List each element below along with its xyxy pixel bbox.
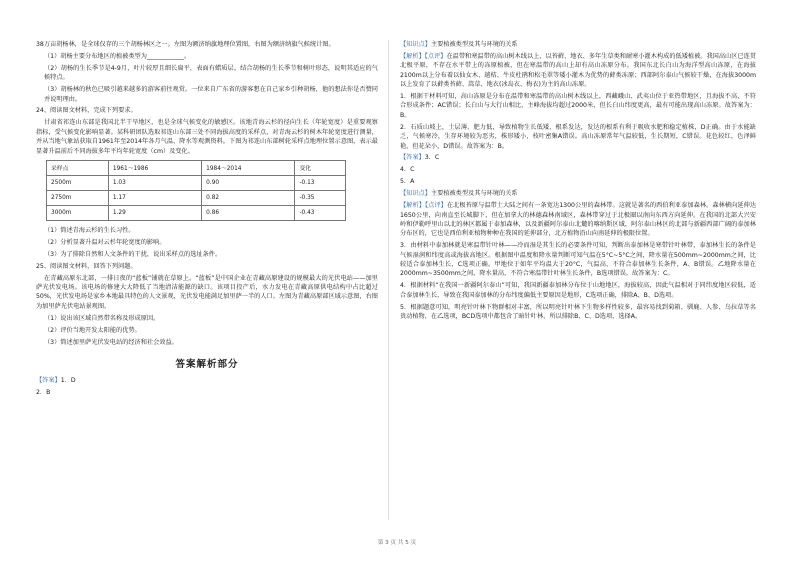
answer-line-3 bbox=[400, 153, 756, 162]
knowledge-tag: 【知识点】 bbox=[400, 190, 431, 198]
table-header-cell: 1961～1986 bbox=[108, 160, 201, 175]
table-header-row bbox=[47, 160, 346, 175]
answer-line-4: 4．C bbox=[400, 166, 415, 174]
table-cell: 1.17 bbox=[108, 190, 201, 205]
analysis-paragraph bbox=[400, 201, 756, 239]
analysis-tag: 【解析】 bbox=[400, 202, 425, 210]
analysis-text: 在北极苔原与温带土大陆之间有一条宽达1300公里的森林带。这就是著名的西伯利亚泰加森林。森林横向延伸达1650公里，向南直至长城脚下，但在加拿大的林德森林南域区，森林带穿过于北极圈以南向东西方向延伸。在我国的北部大兴安岭和伊勒呼里山以北的林区都属于泰加森林，以及新疆阿尔泰山北麓的喀纳斯区域，阿尔泰山林区的北部与新疆西部广阔的泰加林分布区的，它也是西伯利亚植物种种在我国的延伸部分，北方植物沿山向南延伸的极限位置。 bbox=[400, 202, 757, 238]
answer-value: 3．C bbox=[424, 154, 440, 162]
question-24-2: （2）分析显著升温对云杉年轮宽度的影响。 bbox=[44, 238, 166, 246]
question-25-3: （3）简述加里萨光伏发电站的经济和社会效益。 bbox=[44, 338, 178, 346]
answer-line-5: 5．A bbox=[400, 178, 415, 186]
knowledge-point bbox=[400, 40, 756, 49]
table-cell: -0.43 bbox=[295, 205, 346, 220]
knowledge-text: 主要植被类型及其与环境的关系 bbox=[430, 190, 518, 198]
table-header-cell: 1984～2014 bbox=[202, 160, 295, 175]
table-cell: 0.82 bbox=[202, 190, 295, 205]
left-column bbox=[36, 40, 378, 400]
table-cell: 1.29 bbox=[108, 205, 201, 220]
knowledge-point bbox=[400, 189, 756, 198]
table-header-cell: 采样点 bbox=[47, 160, 109, 175]
table-cell: 0.86 bbox=[202, 205, 295, 220]
question-25-heading: 25、阅读图文材料，回答下列问题。 bbox=[36, 262, 137, 270]
table-cell: 3000m bbox=[47, 205, 109, 220]
analysis-tag: 【解析】 bbox=[400, 52, 425, 60]
tree-ring-table bbox=[46, 160, 346, 221]
table-cell: 1.03 bbox=[108, 175, 201, 190]
answer-tag: 【答案】 bbox=[400, 154, 425, 162]
answer-tag: 【答案】 bbox=[36, 376, 61, 384]
explanation-1: 1．根据干材料可知，高山冻原是分布在温带和寒温带的高山树木线以上，西藏峨山、武夷山位于亚热带地区，且海拔不高，不符合形成条件；AC错误；长白山与大行山相比，主峰海拔均超过2000米，但长白山纬度更高，最有可能出现高山冻原。故答案为：B。 bbox=[400, 93, 756, 119]
answer-value: 1．D bbox=[60, 376, 76, 384]
table-cell: -0.35 bbox=[295, 190, 346, 205]
question-23-3: （3）胡杨林的秋色已吸引越来越多的游客前往观赏。一位来自广东省的游客想在自己家乡引种胡杨，他的想法你是否赞同并说明理由。 bbox=[44, 86, 378, 103]
knowledge-text: 主要植被类型及其与环境的关系 bbox=[430, 41, 518, 48]
column-divider bbox=[388, 40, 389, 520]
answer-section-title: 答案解析部分 bbox=[175, 358, 239, 370]
table-row bbox=[47, 205, 346, 220]
knowledge-tag: 【知识点】 bbox=[400, 41, 431, 48]
question-24-1: （1）简述青海云杉的生长习性。 bbox=[44, 226, 135, 234]
explanation-3: 3．由材料中泰加林就是寒温带针叶林——冷而湿是其生长的必要条件可知，判断出泰加林是寒带针叶林带，泰加林生长的条件是气候湿润和纬度高或海拔高地区。根据图中温度和降水量判断可知气温在5°C~5°C之间，降水量在500mm~2000mm之间，比较适合泰加林生长，C选项正确。甲地位于如年平均温大于20°C，气温高，不符合泰加林生长条件，A、B错误。乙地降水量在2000mm~3500mm之间，降水量高，不符合寒温带针叶林生长条件，B选项错误。故答案为：C。 bbox=[400, 242, 756, 278]
table-cell: 2750m bbox=[47, 190, 109, 205]
explanation-4: 4．根据材料“在我国一新疆阿尔泰山”可知，我国新疆泰加林分布位于山地地区，海拔较高，因此气温相对于同纬度地区较低，适合泰加林生长，导致在我国泰加林的分布纬度偏低主要原因是地形，C选项正确，排除A、B、D选项。 bbox=[400, 282, 756, 299]
question-24-heading: 24、阅读图文材料，完成下列要求。 bbox=[36, 107, 137, 115]
right-column bbox=[400, 40, 756, 324]
comment-tag: 【点评】 bbox=[424, 202, 447, 210]
question-24-3: （3）为了排除自然和人文条件的干扰，说出采样点的选址条件。 bbox=[44, 250, 222, 258]
answer-line-1 bbox=[36, 376, 378, 385]
table-cell: 0.90 bbox=[202, 175, 295, 190]
explanation-5: 5．根据题意可知，明亮针叶林下物群相对丰富，所以明亮针叶林下生物多样性较多，最容易找到菊箱、驯鹿、人参、乌拉草等名贵动植物，在乙选项，BCD选项中都包含了暗针叶林，所以排除B、C、D选项，选择A。 bbox=[400, 303, 756, 321]
question-23-1: （1）胡杨主要分布地区的植被类型为____________。 bbox=[44, 52, 191, 60]
question-25-2: （2）评价当地开发太阳能的优势。 bbox=[44, 326, 141, 334]
intro-text: 38万亩胡杨林，是全球仅存的三个胡杨林区之一。左图为额济纳旗地理位置图，右图为额济纳旗气候统计图。 bbox=[36, 41, 335, 48]
table-row bbox=[47, 175, 346, 190]
table-cell: 2500m bbox=[47, 175, 109, 190]
table-row bbox=[47, 190, 346, 205]
answer-line-2: 2．B bbox=[36, 388, 51, 396]
explanation-2: 2．石质山坡上，土层薄、肥力低，导致植物生长低矮、根系发达，发达的根系有利于吸收水肥和稳定植株，D正确。由于水能缺乏，气候寒冷，生存环境较为恶劣，株形矮小，枝叶密集A错误。高山冻原常年气温较低，生长期短，C错误。花色较红，色泽鲜艳，但花朵小，D错误。故答案为：B。 bbox=[400, 123, 756, 150]
table-cell: -0.13 bbox=[295, 175, 346, 190]
question-23-2: （2）胡杨的生长季节是4-9月，叶片较厚且细长扁平，表面有蜡质层。结合胡杨的生长季节和树叶形态，说明其适应的气候特点。 bbox=[44, 64, 378, 82]
page-footer: 第 3 页 共 5 页 bbox=[377, 540, 417, 546]
question-24-text: 甘肃省祁连山东部是我国北半干旱地区，也是全球气候变化的敏感区。该地青海云杉的径向生长（年轮宽度）是重要观察指标，受气候变化影响显著。某科研团队选取祁连山东部三处不同海拔高度的采样点，对青海云杉的树木年轮宽度进行测量，并从当地气象站获取自1961年至2014年各月气温、降水等观测资料。下图为祁连山东部树轮采样点地理位置示意图，表示最显著升温前后不同海拔多年平均年轮宽度（cm）及变化。 bbox=[36, 119, 378, 155]
table-header-cell: 变化 bbox=[295, 160, 346, 175]
analysis-paragraph bbox=[400, 52, 756, 90]
comment-tag: 【点评】 bbox=[424, 52, 447, 60]
question-25-text: 在青藏高原东北部，一排日夜的“蓝板”铺就在草原上。“蓝板”是中国企业在青藏高原建设的规模最大的光伏电站——加里萨光伏发电场。该电场的修建大大降低了当地清洁能源的缺口。该项目投产后，水力发电在青藏高原供电结构中占比超过50%，光伏发电场是家乡本地最具特色的人文景观，光伏发电能满足加里萨一半的人口。左图为青藏高原部区域示意图，右图为加里萨光伏电站景观图。 bbox=[36, 274, 378, 310]
question-25-1: （1）说出该区域自然带名称及形成原因。 bbox=[44, 314, 160, 322]
analysis-text: 在温带和寒温带的高山树木线以上，以苔藓、地衣、多年生草类和耐寒小灌木构成的低矮植被。我国高山区已连贯北极平原，不存在水平带上的冻原植被，但在寒温带的高山上却有高山冻原分布。我国东北长白山为海洋型高山冻原，在海拔2100m以上分布着以仙女木、越桔、牛皮杜鹃和松毛翠等矮小灌木为优势的藓类冻原；西部阿尔泰山气候较干燥，在海拔3000m以上发育了以藓类苔藓、嵩草、地衣(冰岛衣、梅衣)为主的高山冻原。 bbox=[400, 52, 756, 89]
